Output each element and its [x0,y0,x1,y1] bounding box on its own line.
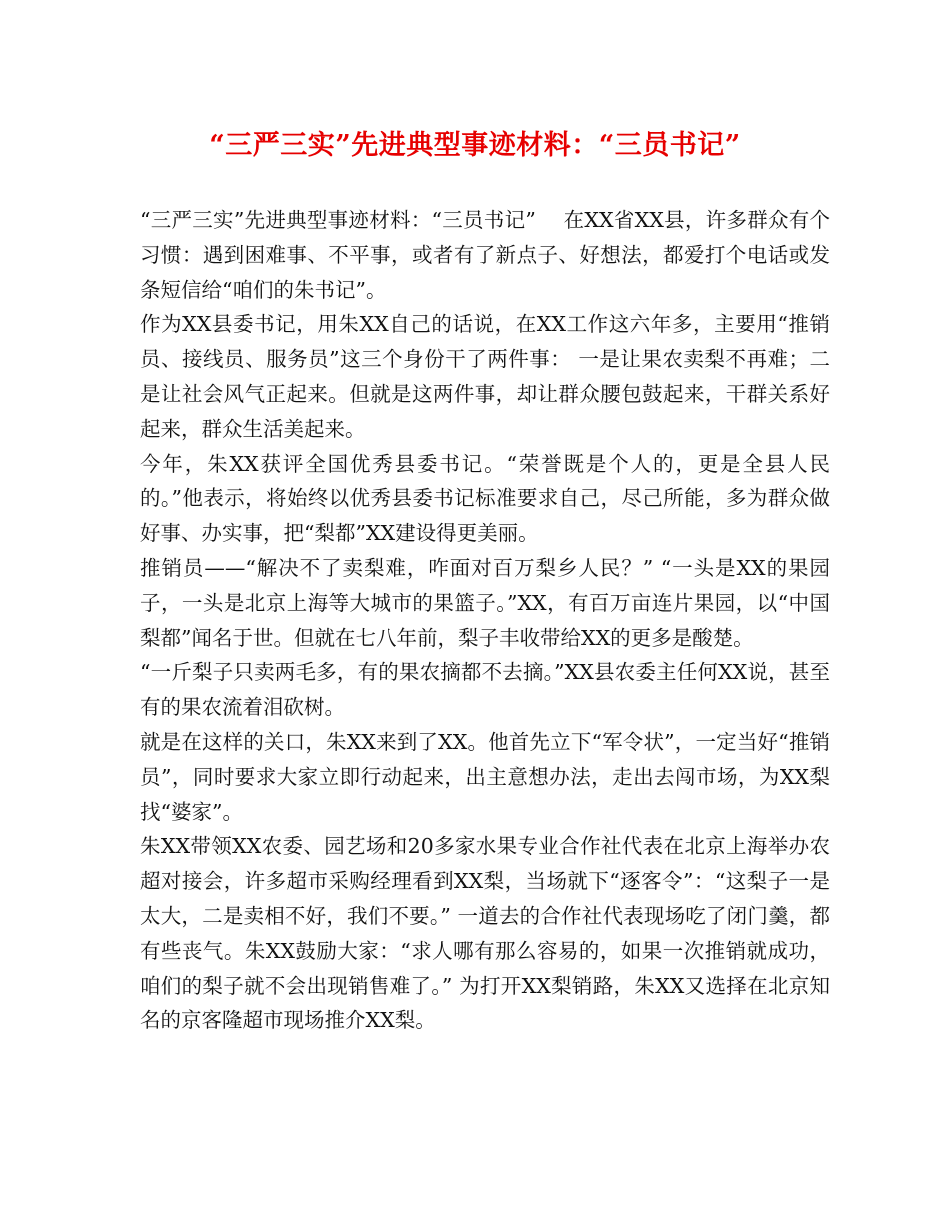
paragraph-5: “一斤梨子只卖两毛多，有的果农摘都不去摘。”XX县农委主任何XX说，甚至有的果农流着泪砍树。 [140,660,830,720]
paragraph-3: 今年，朱XX获评全国优秀县委书记。“荣誉既是个人的，更是全县人民的。”他表示，将始终以优秀县委书记标准要求自己，尽己所能，多为群众做好事、办实事，把“梨都”XX建设得更美丽。 [140,451,830,546]
paragraph-7: 朱XX带领XX农委、园艺场和20多家水果专业合作社代表在北京上海举办农超对接会，许多超市采购经理看到XX梨，当场就下“逐客令”：“这梨子一是太大，二是卖相不好，我们不要。” 一道去的合作社代表现场吃了闭门羹，都有些丧气。朱XX鼓励大家：“求人哪有那么容易的，如果一次推销就成功，咱们的梨子就不会出现销售难了。” 为打开XX梨销路，朱XX又选择在北京知名的京客隆超市现场推介XX梨。 [140,834,830,1033]
document-title: “三严三实”先进典型事迹材料：“三员书记” [209,130,741,161]
paragraph-6: 就是在这样的关口，朱XX来到了XX。他首先立下“军令状”，一定当好“推销员”，同时要求大家立即行动起来，出主意想办法，走出去闯市场，为XX梨找“婆家”。 [140,729,830,824]
paragraph-4: 推销员——“解决不了卖梨难，咋面对百万梨乡人民？” “一头是XX的果园子，一头是北京上海等大城市的果篮子。”XX，有百万亩连片果园，以“中国梨都”闻名于世。但就在七八年前，梨子丰收带给XX的更多是酸楚。 [140,555,830,650]
paragraph-1: “三严三实”先进典型事迹材料：“三员书记” 在XX省XX县，许多群众有个习惯：遇到困难事、不平事，或者有了新点子、好想法，都爱打个电话或发条短信给“咱们的朱书记”。 [140,208,830,302]
document-body [140,203,830,1038]
paragraph-2: 作为XX县委书记，用朱XX自己的话说，在XX工作这六年多，主要用“推销员、接线员、服务员”这三个身份干了两件事： 一是让果农卖梨不再难；二是让社会风气正起来。但就是这两件事，却让群众腰包鼓起来，干群关系好起来，群众生活美起来。 [140,312,830,441]
